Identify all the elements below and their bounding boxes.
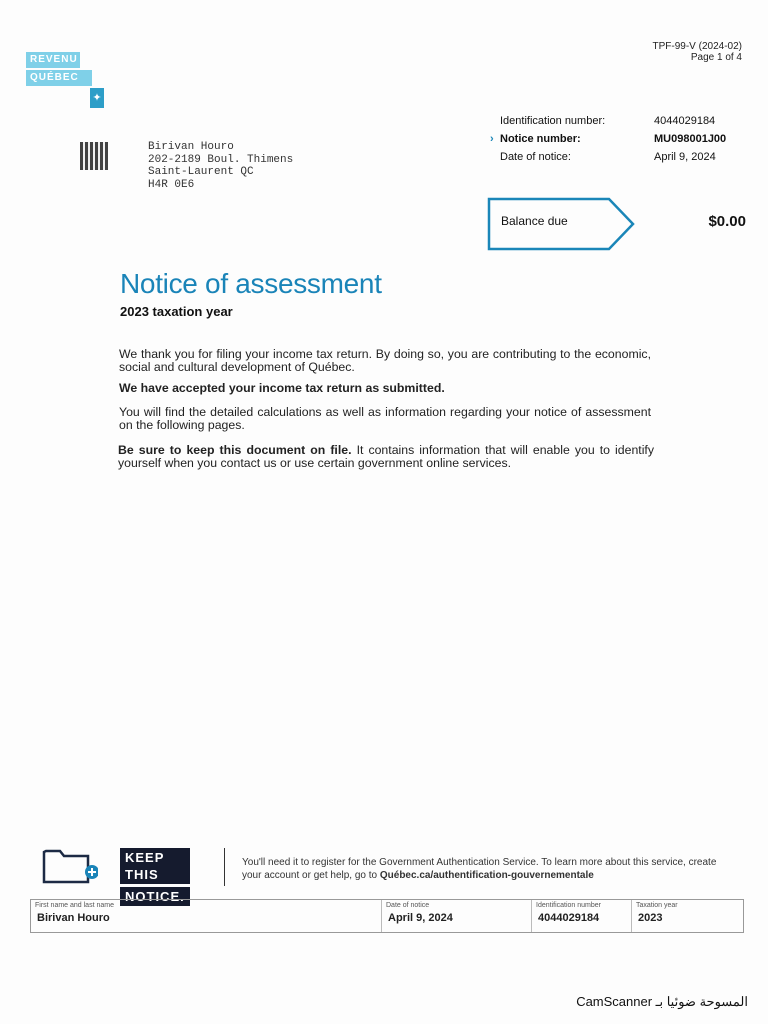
balance-due-label: Balance due [501,214,568,228]
identifier-value: 4044029184 [654,115,716,127]
name-cell [31,900,381,932]
year-cell [631,900,743,932]
page-indicator: Page 1 of 4 [690,52,742,63]
paragraph-keep-file [118,444,654,470]
id-header: Identification number [536,902,601,909]
identifier-value: April 9, 2024 [654,151,716,163]
address-line-1: 202-2189 Boul. Thimens [148,153,294,166]
logo-line-2: QUÉBEC [26,70,92,86]
balance-due-amount: $0.00 [708,213,746,230]
keep-line-2: NOTICE. [120,887,190,906]
identifier-value: MU098001J00 [654,133,727,145]
id-value: 4044029184 [538,912,600,924]
paragraph-accepted: We have accepted your income tax return as submitted. [119,381,445,395]
camscanner-watermark: CamScanner المسوحة ضوئيا بـ [576,994,748,1009]
form-code: TPF-99-V (2024-02) [652,41,742,52]
balance-due-box [487,197,637,251]
recipient-name: Birivan Houro [148,141,234,153]
auth-service-link[interactable]: Québec.ca/authentification-gouvernementale [379,870,594,881]
paragraph-details: You will find the detailed calculations as well as information regarding your notice of assessment on the following pages. [119,405,651,432]
form-code-block [653,41,742,63]
identifier-label: Date of notice: [500,151,571,163]
keep-notice-badge [120,848,190,906]
postal-code: H4R 0E6 [148,178,195,191]
recipient-address [148,141,293,191]
date-cell [381,900,532,932]
name-header: First name and last name [35,902,114,909]
date-header: Date of notice [386,902,430,909]
address-line-2: Saint-Laurent QC [148,166,254,178]
fleur-de-lis-icon: ✦ [90,88,104,108]
chevron-right-icon: › [490,133,494,145]
keep-file-rest: It contains information that will enable you to identify yourself when you contact us or use certain government online services. [118,443,654,470]
auth-service-text: You'll need it to register for the Government Authentication Service. To learn more about this service, create your account or get help, go to [242,857,717,881]
name-value: Birivan Houro [37,912,110,924]
identifier-row [490,148,764,166]
logo-line-1: REVENU [26,52,80,68]
keep-line-1: KEEP THIS [120,848,190,884]
id-cell [531,900,632,932]
revenu-quebec-logo [26,52,102,104]
identifier-label: Identification number: [500,115,606,127]
keep-file-emphasis: Be sure to keep this document on file. [118,443,352,457]
barcode-icon [80,142,108,170]
folder-add-icon [42,846,98,886]
paragraph-thanks: We thank you for filing your income tax return. By doing so, you are contributing to the economic, social and cultural development of Québec. [119,347,651,374]
taxation-year-subtitle: 2023 taxation year [120,304,233,319]
date-value: April 9, 2024 [388,912,453,924]
identifiers-block [490,112,764,166]
keep-notice-text [242,856,732,882]
year-header: Taxation year [636,902,678,909]
identifier-row [490,112,764,130]
page-title: Notice of assessment [120,268,382,299]
vertical-divider [224,848,225,886]
year-value: 2023 [638,912,663,924]
identifier-row [490,130,764,148]
footer-id-table [30,899,744,933]
identifier-label: Notice number: [500,133,581,145]
